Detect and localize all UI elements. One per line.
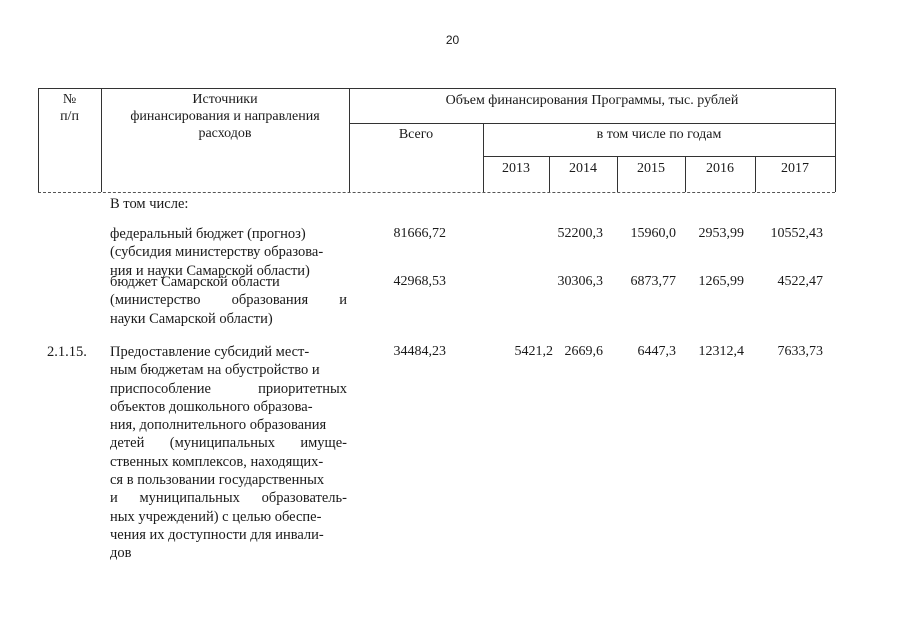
header-col-by-years: в том числе по годам: [596, 127, 722, 142]
subsidies-2017: 7633,73: [777, 344, 823, 359]
header-years-border: [483, 156, 835, 157]
header-year-2014: 2014: [569, 161, 597, 176]
header-year-2017: 2017: [781, 161, 809, 176]
samara-total: 42968,53: [393, 274, 446, 289]
samara-2016: 1265,99: [698, 274, 744, 289]
header-col-volume: Объем финансирования Программы, тыс. рублей: [445, 93, 739, 108]
header-right-border: [835, 88, 836, 192]
header-col-total: Всего: [398, 127, 434, 142]
federal-2014: 52200,3: [557, 226, 603, 241]
page-number: 20: [445, 33, 460, 47]
header-year-2015: 2015: [637, 161, 665, 176]
federal-2015: 15960,0: [630, 226, 676, 241]
federal-total: 81666,72: [393, 226, 446, 241]
subsidies-total: 34484,23: [393, 344, 446, 359]
federal-2016: 2953,99: [698, 226, 744, 241]
row-label-in-total: В том числе:: [110, 196, 189, 212]
row-label-federal-budget: федеральный бюджет (прогноз) (субсидия министерству образова- ния и науки Самарской области): [110, 226, 324, 279]
header-col-sources: Источники финансирования и направления расходов: [130, 92, 320, 141]
header-mid-border: [349, 123, 835, 124]
samara-2017: 4522,47: [777, 274, 823, 289]
row-label-subsidies: Предоставление субсидий мест- ным бюджетам на обустройство и приспособление приоритетных объектов дошкольного образова- ния, дополнительного образования детей (муниципальных имуще- ственных комплексов, находящих- ся в пользовании государственных и муниципальных образователь- ных учреждений) с целью обеспе- чения их доступности для инвали- дов: [110, 344, 347, 562]
samara-2015: 6873,77: [630, 274, 676, 289]
samara-2014: 30306,3: [557, 274, 603, 289]
header-year-2016: 2016: [706, 161, 734, 176]
subsidies-2013: 5421,2: [514, 344, 553, 359]
subsidies-2014: 2669,6: [564, 344, 603, 359]
row-number-2-1-15: 2.1.15.: [47, 344, 87, 360]
header-bottom-border: [38, 192, 835, 193]
header-col-no: № п/п: [60, 92, 79, 124]
header-top-border: [38, 88, 835, 89]
subsidies-2016: 12312,4: [698, 344, 744, 359]
subsidies-2015: 6447,3: [637, 344, 676, 359]
federal-2017: 10552,43: [770, 226, 823, 241]
header-year-2013: 2013: [502, 161, 530, 176]
row-label-samara-budget: бюджет Самарской области (министерство образования и науки Самарской области): [110, 274, 347, 327]
